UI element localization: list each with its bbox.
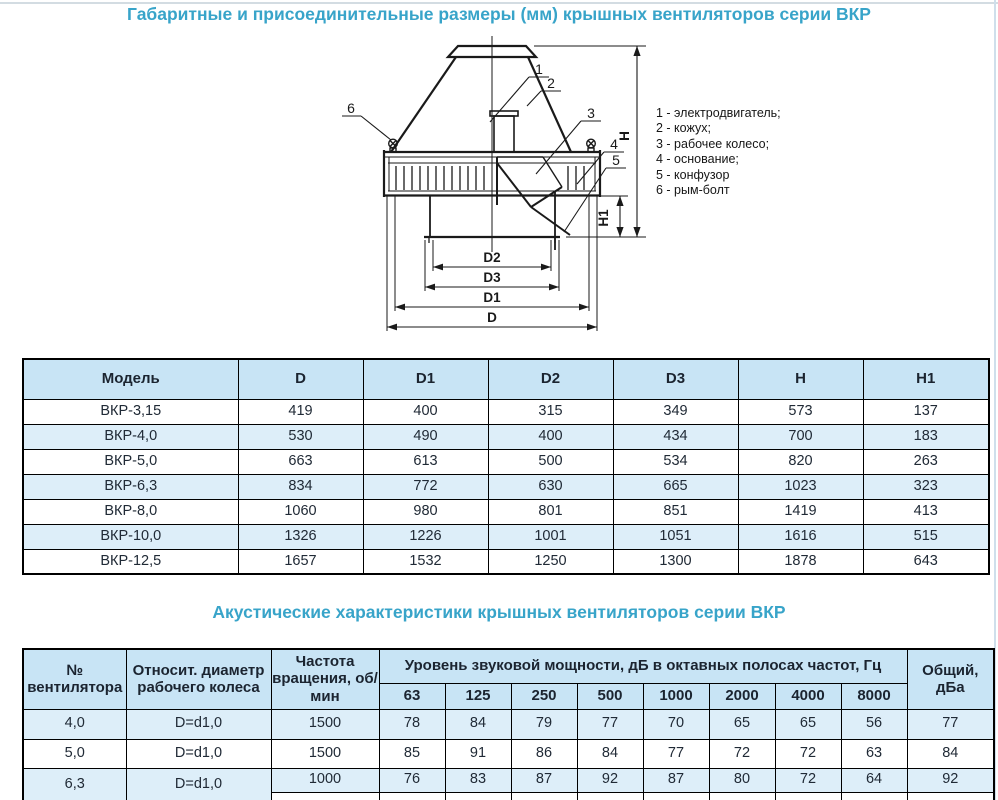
column-header-rpm: Частота вращения, об/мин [271,649,379,709]
table-cell: 72 [775,768,841,792]
table-cell: 820 [738,449,863,474]
column-header-freq: 500 [577,683,643,709]
column-header-total: Общий, дБа [907,649,994,709]
table-cell [907,792,994,800]
table-cell [379,792,445,800]
column-header-freq: 4000 [775,683,841,709]
dim-label-h1: H1 [596,209,611,227]
table-row [23,499,989,524]
column-header-freq: 2000 [709,683,775,709]
table-cell: 1226 [363,524,488,549]
column-header: D3 [613,359,738,399]
table-cell: 1000 [271,768,379,792]
table-cell: 851 [613,499,738,524]
table-cell: 56 [841,709,907,739]
table-cell: 419 [238,399,363,424]
table-cell: 1051 [613,524,738,549]
dim-label-h: H [617,131,632,141]
fan-diagram [330,34,652,338]
table-cell: 400 [488,424,613,449]
table-cell: 573 [738,399,863,424]
table-cell [271,792,379,800]
table-row [23,768,994,792]
table-row [23,474,989,499]
column-header: Модель [23,359,238,399]
table-cell: 530 [238,424,363,449]
table-cell: 534 [613,449,738,474]
table-cell: ВКР-10,0 [23,524,238,549]
callout-5: 5 [612,152,620,168]
table-cell: 490 [363,424,488,449]
acoustic-table [22,648,995,800]
table-cell: 1060 [238,499,363,524]
table-cell: 77 [577,709,643,739]
table-cell: ВКР-4,0 [23,424,238,449]
table-cell [775,792,841,800]
table-cell: D=d1,0 [126,709,271,739]
table-header-row [23,649,994,683]
table-cell: 1326 [238,524,363,549]
callout-3: 3 [587,105,595,121]
column-header: H [738,359,863,399]
table-row [23,449,989,474]
table-cell: ВКР-5,0 [23,449,238,474]
table-cell: 630 [488,474,613,499]
table-cell: 84 [577,739,643,768]
table-cell: 772 [363,474,488,499]
table-cell: ВКР-6,3 [23,474,238,499]
diagram-dimension-labels [483,131,632,325]
dim-label-d3: D3 [483,270,501,285]
table-cell: 1500 [271,739,379,768]
table-cell: 1532 [363,549,488,574]
table-cell: 65 [775,709,841,739]
callout-4: 4 [610,136,618,152]
legend-item: 4 - основание; [656,152,739,167]
table-cell: 515 [863,524,989,549]
table-cell [445,792,511,800]
table-cell: 1023 [738,474,863,499]
table-cell: 92 [577,768,643,792]
table-cell: 5,0 [23,739,126,768]
page-title-acoustic: Акустические характеристики крышных вентиляторов серии ВКР [212,602,786,622]
table-cell: 349 [613,399,738,424]
table-row [23,549,989,574]
column-header: D2 [488,359,613,399]
table-cell: 665 [613,474,738,499]
table-header-row [23,359,989,399]
table-cell: 663 [238,449,363,474]
table-cell: 77 [643,739,709,768]
table-cell: ВКР-3,15 [23,399,238,424]
dimensions-table [22,358,990,575]
column-header-rel-diameter: Относит. диаметр рабочего колеса [126,649,271,709]
table-cell: 1001 [488,524,613,549]
table-cell: 85 [379,739,445,768]
table-cell: 400 [363,399,488,424]
table-cell: 92 [907,768,994,792]
table-cell: 413 [863,499,989,524]
legend-item: 3 - рабочее колесо; [656,136,770,151]
column-header-freq: 125 [445,683,511,709]
table-cell: 86 [511,739,577,768]
table-cell: 78 [379,709,445,739]
column-header: D [238,359,363,399]
table-cell: 84 [445,709,511,739]
dim-label-d1: D1 [483,290,501,305]
table-cell: 84 [907,739,994,768]
column-header-freq: 63 [379,683,445,709]
column-header-sound-power: Уровень звуковой мощности, дБ в октавных полосах частот, Гц [379,649,907,683]
page-title-dimensions: Габаритные и присоединительные размеры (мм) крышных вентиляторов серии ВКР [127,4,871,24]
table-cell: D=d1,0 [126,768,271,800]
table-row [23,739,994,768]
column-header-fan-no: № вентилятора [23,649,126,709]
dim-label-d2: D2 [483,250,501,265]
table-cell: 801 [488,499,613,524]
table-cell: 1500 [271,709,379,739]
table-cell: 1300 [613,549,738,574]
table-cell: 1419 [738,499,863,524]
table-cell: 4,0 [23,709,126,739]
table-cell: 77 [907,709,994,739]
column-header-freq: 1000 [643,683,709,709]
table-cell: 1657 [238,549,363,574]
table-cell: 72 [709,739,775,768]
table-cell: 434 [613,424,738,449]
diagram-cone [391,57,571,152]
column-header: D1 [363,359,488,399]
table-row [23,399,989,424]
table-cell [511,792,577,800]
table-cell: 79 [511,709,577,739]
dim-label-d: D [487,310,497,325]
table-cell: ВКР-8,0 [23,499,238,524]
table-cell: 65 [709,709,775,739]
table-cell: 500 [488,449,613,474]
table-cell: 91 [445,739,511,768]
table-cell: 643 [863,549,989,574]
legend-item: 2 - кожух; [656,121,711,136]
legend-item: 1 - электродвигатель; [656,106,781,120]
table-cell: 700 [738,424,863,449]
table-cell: 72 [775,739,841,768]
table-cell: 87 [511,768,577,792]
table-cell: 315 [488,399,613,424]
table-row [23,524,989,549]
table-cell: 70 [643,709,709,739]
legend-item: 5 - конфузор [656,167,730,182]
table-cell: 137 [863,399,989,424]
table-cell: 63 [841,739,907,768]
table-cell: 980 [363,499,488,524]
column-header-freq: 8000 [841,683,907,709]
table-cell: 6,3 [23,768,126,800]
table-cell: 1616 [738,524,863,549]
callout-2: 2 [547,75,555,91]
table-cell: 76 [379,768,445,792]
table-cell [709,792,775,800]
table-cell: 323 [863,474,989,499]
callout-1: 1 [535,61,543,77]
table-cell: 64 [841,768,907,792]
column-header-freq: 250 [511,683,577,709]
table-cell: 834 [238,474,363,499]
diagram-legend [656,106,781,198]
table-row [23,709,994,739]
table-cell: 613 [363,449,488,474]
table-cell: 263 [863,449,989,474]
table-cell: 1878 [738,549,863,574]
table-cell [841,792,907,800]
column-header: H1 [863,359,989,399]
table-cell [643,792,709,800]
table-cell: 83 [445,768,511,792]
table-cell: D=d1,0 [126,739,271,768]
table-cell: 80 [709,768,775,792]
table-cell: 87 [643,768,709,792]
table-row [23,424,989,449]
callout-6: 6 [347,100,355,116]
legend-item: 6 - рым-болт [656,183,730,198]
table-cell [577,792,643,800]
table-cell: 183 [863,424,989,449]
table-cell: 1250 [488,549,613,574]
table-cell: ВКР-12,5 [23,549,238,574]
